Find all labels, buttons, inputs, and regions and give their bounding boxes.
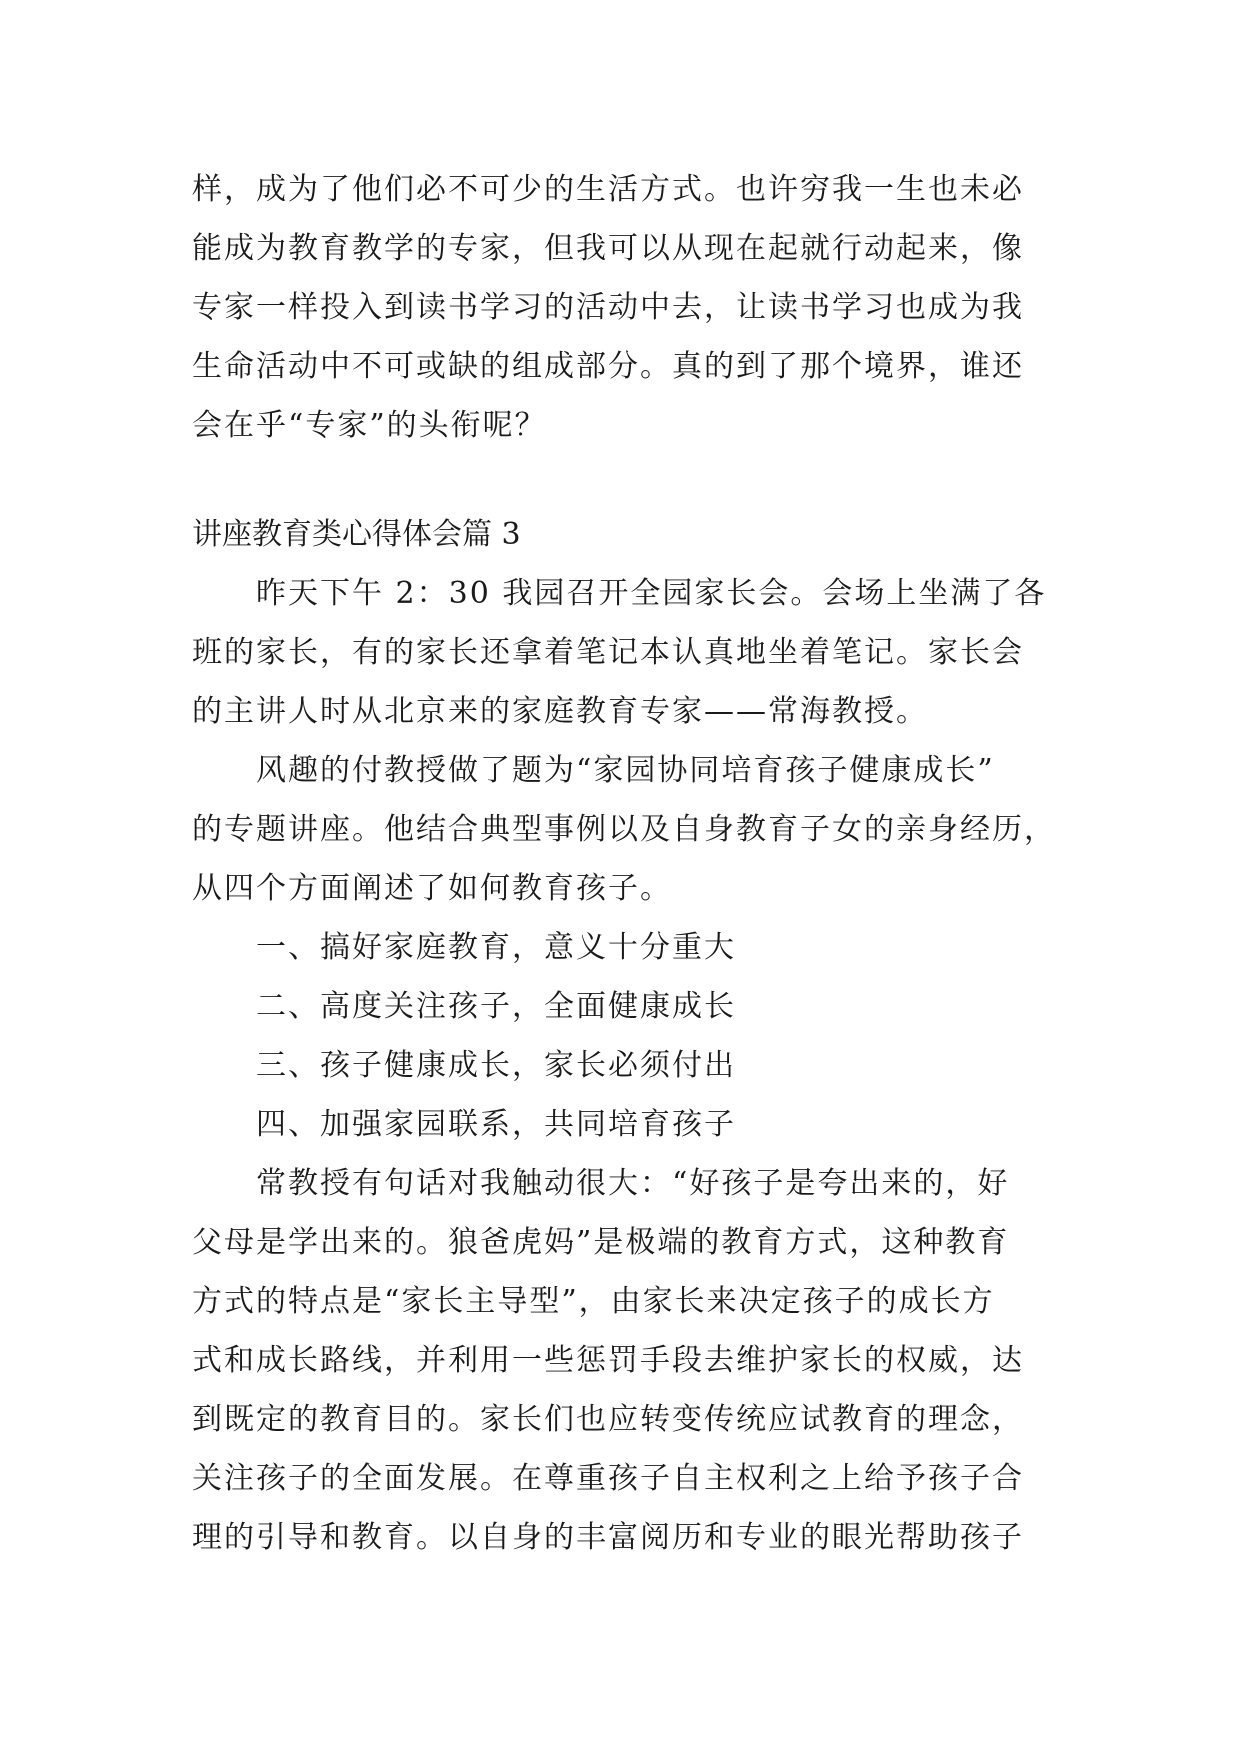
text-line: 风趣的付教授做了题为“家园协同培育孩子健康成长” [256, 753, 995, 788]
text-line: 班的家长，有的家长还拿着笔记本认真地坐着笔记。家长会 [192, 635, 1024, 670]
text-line: 父母是学出来的。狼爸虎妈”是极端的教育方式，这种教育 [192, 1225, 1010, 1260]
text-line: 样，成为了他们必不可少的生活方式。也许穷我一生也未必 [192, 172, 1024, 207]
text-line: 的专题讲座。他结合典型事例以及自身教育子女的亲身经历， [192, 812, 1056, 847]
text-line: 的主讲人时从北京来的家庭教育专家——常海教授。 [192, 694, 928, 729]
text-line: 昨天下午 2：30 我园召开全园家长会。会场上坐满了各 [256, 576, 1047, 611]
list-item-1 [192, 918, 1052, 977]
text-line: 会在乎“专家”的头衔呢？ [192, 408, 547, 443]
text-line: 理的引导和教育。以自身的丰富阅历和专业的眼光帮助孩子 [192, 1520, 1024, 1555]
document-page [192, 160, 1056, 1567]
paragraph-intro [192, 564, 1052, 741]
text-line: 一、搞好家庭教育，意义十分重大 [256, 930, 736, 965]
text-line: 方式的特点是“家长主导型”，由家长来决定孩子的成长方 [192, 1284, 995, 1319]
paragraph-lecture [192, 741, 1056, 918]
section-title: 讲座教育类心得体会篇 3 [192, 517, 521, 552]
text-line: 关注孩子的全面发展。在尊重孩子自主权利之上给予孩子合 [192, 1461, 1024, 1496]
list-item-2 [192, 977, 1052, 1036]
list-item-4 [192, 1095, 1052, 1154]
list-item-3 [192, 1036, 1052, 1095]
text-line: 二、高度关注孩子，全面健康成长 [256, 989, 736, 1024]
text-line: 从四个方面阐述了如何教育孩子。 [192, 871, 672, 906]
text-line: 四、加强家园联系，共同培育孩子 [256, 1107, 736, 1142]
text-line: 三、孩子健康成长，家长必须付出 [256, 1048, 736, 1083]
paragraph-continuation [192, 160, 1052, 455]
text-line: 能成为教育教学的专家，但我可以从现在起就行动起来，像 [192, 231, 1024, 266]
text-line: 专家一样投入到读书学习的活动中去，让读书学习也成为我 [192, 290, 1024, 325]
text-line: 常教授有句话对我触动很大：“好孩子是夸出来的，好 [256, 1166, 1010, 1201]
text-line: 生命活动中不可或缺的组成部分。真的到了那个境界，谁还 [192, 349, 1024, 384]
paragraph-quote [192, 1154, 1052, 1567]
text-line: 到既定的教育目的。家长们也应转变传统应试教育的理念， [192, 1402, 1024, 1437]
text-line: 式和成长路线，并利用一些惩罚手段去维护家长的权威，达 [192, 1343, 1024, 1378]
